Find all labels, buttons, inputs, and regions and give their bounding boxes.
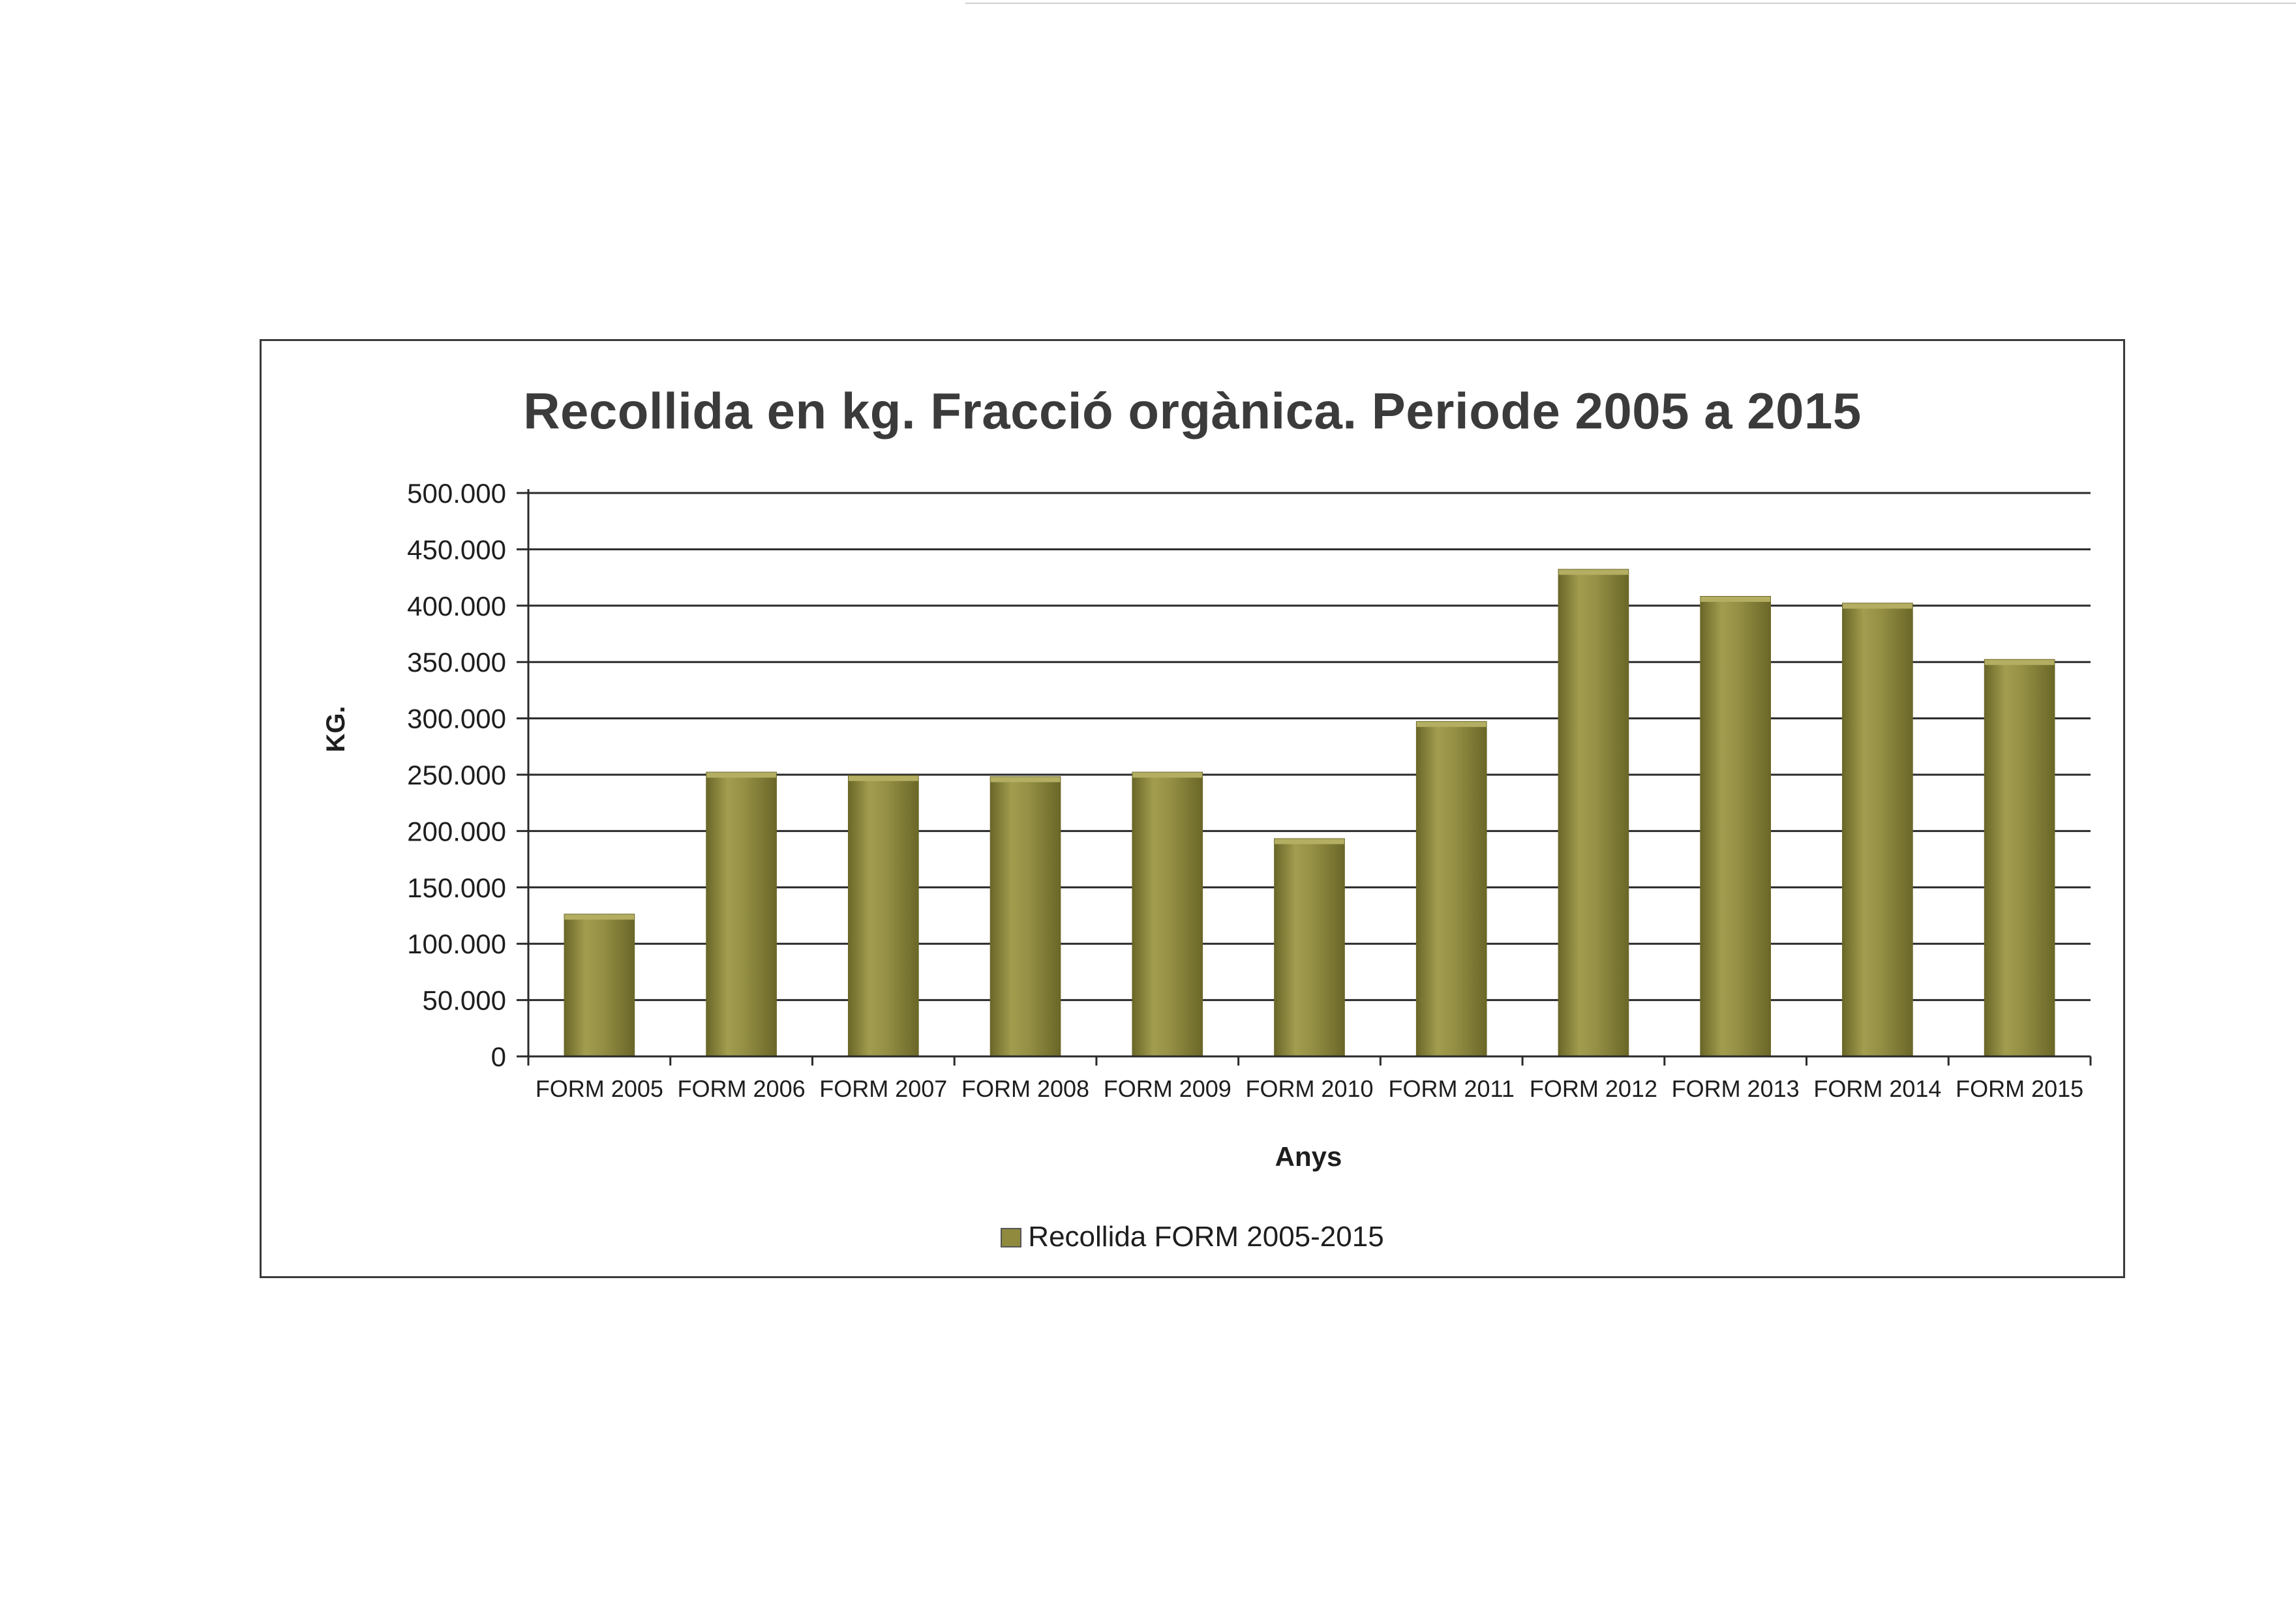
- y-tick-label: 0: [491, 1041, 506, 1072]
- bar-top: [706, 773, 776, 778]
- y-tick-label: 450.000: [407, 534, 506, 565]
- x-tick-label: FORM 2005: [535, 1075, 663, 1102]
- x-tick-label: FORM 2009: [1103, 1075, 1231, 1102]
- chart-title: Recollida en kg. Fracció orgànica. Periode 2005 a 2015: [523, 382, 1862, 440]
- bar: [1417, 722, 1487, 1056]
- x-tick-label: FORM 2014: [1813, 1075, 1942, 1102]
- x-tick-label: FORM 2013: [1671, 1075, 1800, 1102]
- y-tick-label: 500.000: [407, 478, 506, 509]
- y-tick-label: 300.000: [407, 703, 506, 734]
- y-tick-label: 400.000: [407, 590, 506, 621]
- y-tick-label: 250.000: [407, 760, 506, 790]
- bar: [706, 773, 776, 1056]
- x-tick-label: FORM 2011: [1388, 1075, 1515, 1102]
- y-axis-title: KG.: [322, 706, 350, 753]
- y-tick-label: 50.000: [422, 985, 506, 1016]
- x-tick-label: FORM 2007: [819, 1075, 948, 1102]
- bar-top: [1985, 660, 2055, 665]
- x-tick-label: FORM 2010: [1245, 1075, 1374, 1102]
- bar-top: [1417, 722, 1487, 727]
- bar-top: [1132, 773, 1202, 778]
- bar: [565, 914, 635, 1056]
- y-tick-label: 350.000: [407, 647, 506, 678]
- bar: [1559, 570, 1629, 1056]
- bar-top: [565, 914, 635, 919]
- bar-top: [1559, 570, 1629, 575]
- x-axis-title: Anys: [1275, 1141, 1342, 1172]
- bars: [565, 570, 2055, 1056]
- bar: [991, 777, 1061, 1056]
- bar: [849, 776, 918, 1056]
- bar: [1275, 839, 1344, 1056]
- bar-top: [1700, 597, 1770, 602]
- x-tick-label: FORM 2015: [1956, 1075, 2084, 1102]
- bar-top: [1843, 603, 1912, 608]
- legend-swatch: [1001, 1228, 1021, 1247]
- bar-top: [849, 776, 918, 781]
- bar: [1843, 603, 1912, 1056]
- bar: [1985, 660, 2055, 1056]
- bar-top: [991, 777, 1061, 782]
- y-tick-label: 200.000: [407, 816, 506, 847]
- legend-label: Recollida FORM 2005-2015: [1028, 1221, 1384, 1253]
- x-tick-label: FORM 2008: [961, 1075, 1090, 1102]
- x-tick-label: FORM 2012: [1529, 1075, 1657, 1102]
- tick-labels: [407, 478, 2083, 1102]
- x-tick-label: FORM 2006: [677, 1075, 806, 1102]
- legend: [260, 1221, 2125, 1253]
- bar: [1700, 597, 1770, 1056]
- bar: [1132, 773, 1202, 1056]
- bar-top: [1275, 839, 1344, 844]
- y-tick-label: 100.000: [407, 929, 506, 960]
- y-tick-label: 150.000: [407, 872, 506, 903]
